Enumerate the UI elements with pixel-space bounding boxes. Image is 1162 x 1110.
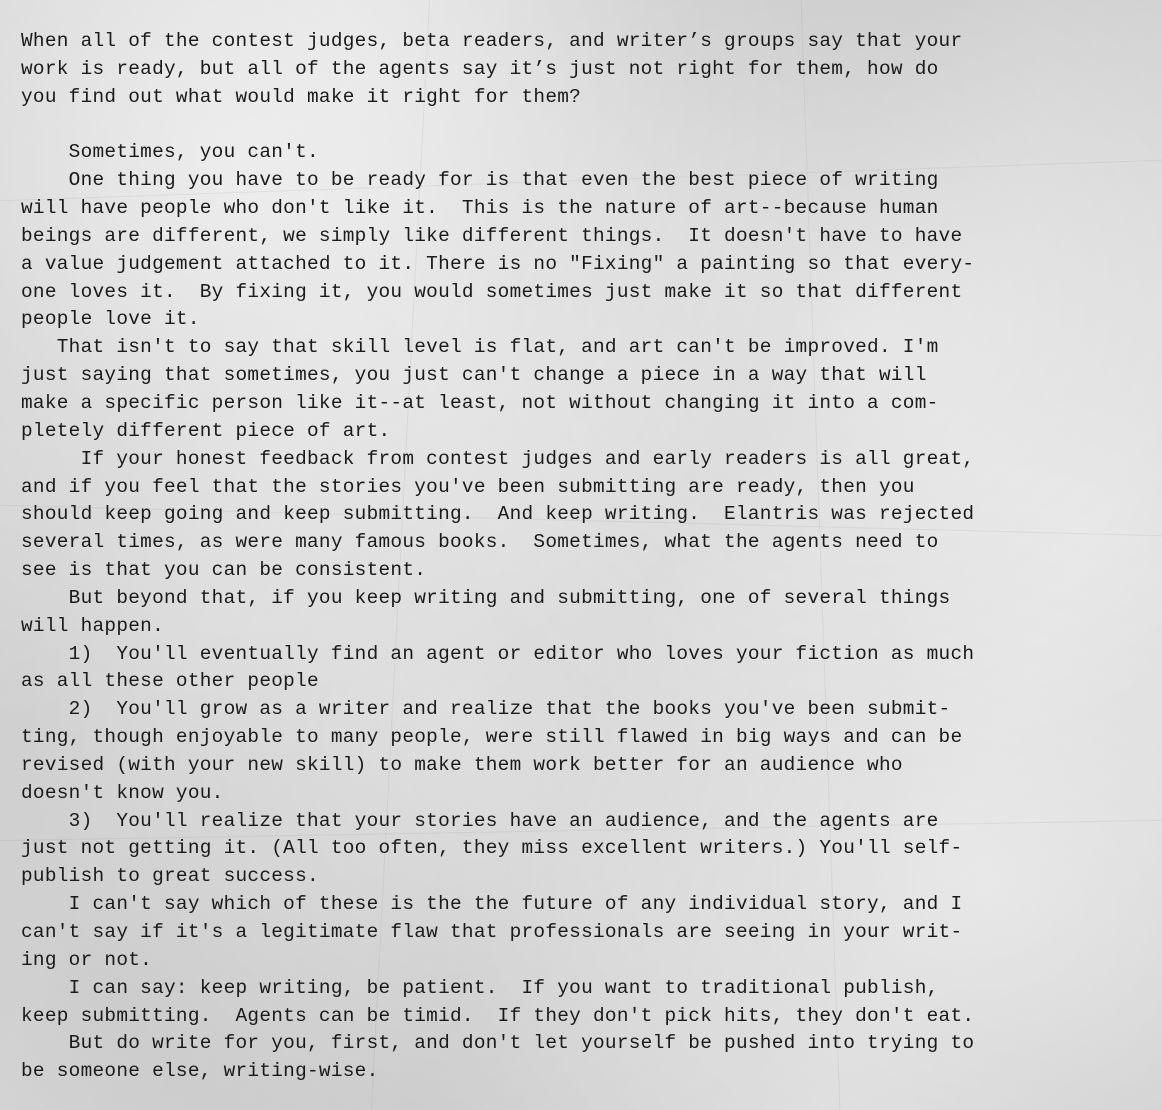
text-line (21, 112, 1151, 140)
text-line: publish to great success. (21, 865, 319, 888)
text-line: doesn't know you. (21, 781, 224, 804)
text-line: just not getting it. (All too often, they miss excellent writers.) You'll self- (21, 837, 963, 860)
text-line: see is that you can be consistent. (21, 559, 427, 582)
text-line: as all these other people (21, 670, 319, 693)
text-line: Sometimes, you can't. (21, 141, 319, 164)
text-line: work is ready, but all of the agents say it’s just not right for them, how do (21, 57, 939, 80)
text-line: ting, though enjoyable to many people, were still flawed in big ways and can be (21, 726, 963, 749)
text-line: several times, as were many famous books. Sometimes, what the agents need to (21, 531, 939, 554)
text-line: When all of the contest judges, beta readers, and writer’s groups say that your (21, 30, 963, 52)
text-line: make a specific person like it--at least, not without changing it into a com- (21, 391, 939, 414)
text-line: 3) You'll realize that your stories have an audience, and the agents are (21, 809, 939, 832)
text-line: ing or not. (21, 948, 153, 971)
text-line: and if you feel that the stories you've been submitting are ready, then you (21, 475, 915, 498)
text-line: should keep going and keep submitting. And keep writing. Elantris was rejected (21, 503, 975, 526)
text-line: will have people who don't like it. This is the nature of art--because human (21, 197, 939, 220)
text-line: pletely different piece of art. (21, 419, 391, 442)
text-line: beings are different, we simply like different things. It doesn't have to have (21, 224, 963, 247)
text-line: people love it. (21, 308, 200, 331)
text-line: a value judgement attached to it. There is no "Fixing" a painting so that every- (21, 252, 975, 275)
text-line: I can say: keep writing, be patient. If you want to traditional publish, (21, 976, 939, 999)
typewritten-text (21, 28, 1151, 1086)
text-line: keep submitting. Agents can be timid. If they don't pick hits, they don't eat. (21, 1004, 975, 1027)
text-line: But do write for you, first, and don't let yourself be pushed into trying to (21, 1032, 975, 1055)
text-line: That isn't to say that skill level is flat, and art can't be improved. I'm (21, 336, 939, 359)
text-line: be someone else, writing-wise. (21, 1060, 379, 1083)
text-line: 1) You'll eventually find an agent or editor who loves your fiction as much (21, 642, 975, 665)
text-line: you find out what would make it right for them? (21, 85, 582, 108)
text-line: 2) You'll grow as a writer and realize that the books you've been submit- (21, 698, 951, 721)
text-line: will happen. (21, 614, 164, 637)
text-line: revised (with your new skill) to make them work better for an audience who (21, 753, 903, 776)
text-line: But beyond that, if you keep writing and submitting, one of several things (21, 586, 951, 609)
text-line: If your honest feedback from contest judges and early readers is all great, (21, 447, 975, 470)
text-line: One thing you have to be ready for is that even the best piece of writing (21, 169, 939, 192)
text-line: I can't say which of these is the the future of any individual story, and I (21, 893, 963, 916)
text-line: can't say if it's a legitimate flaw that professionals are seeing in your writ- (21, 921, 963, 943)
text-line: just saying that sometimes, you just can't change a piece in a way that will (21, 364, 927, 387)
text-line: one loves it. By fixing it, you would sometimes just make it so that different (21, 280, 963, 303)
